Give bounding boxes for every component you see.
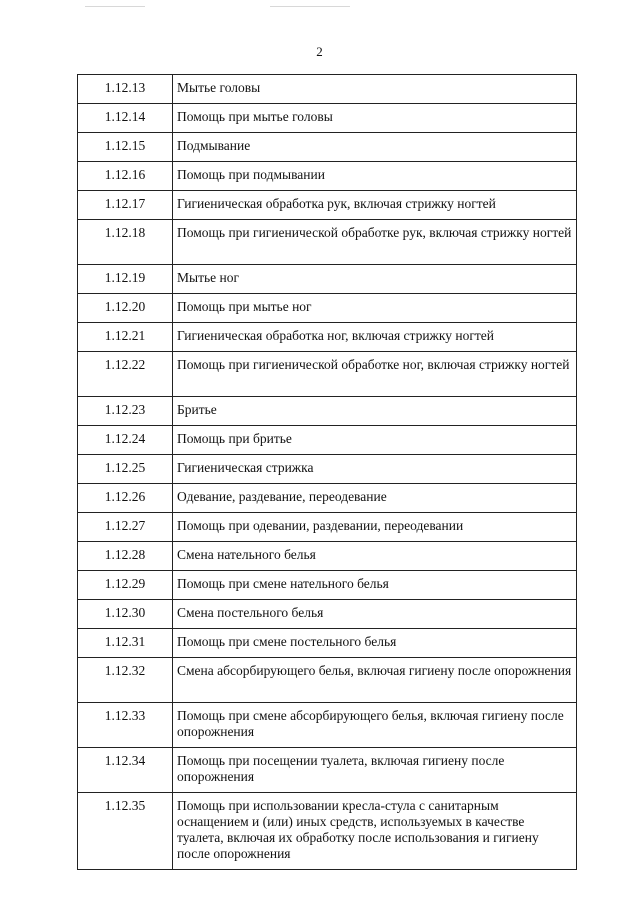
row-text: Помощь при гигиенической обработке рук, включая стрижку ногтей — [173, 220, 577, 265]
row-number: 1.12.21 — [78, 323, 173, 352]
row-text: Бритье — [173, 397, 577, 426]
row-text: Смена абсорбирующего белья, включая гигиену после опорожнения — [173, 658, 577, 703]
row-text: Помощь при подмывании — [173, 162, 577, 191]
row-number: 1.12.32 — [78, 658, 173, 703]
table-row — [78, 104, 577, 133]
row-number: 1.12.16 — [78, 162, 173, 191]
table-row — [78, 629, 577, 658]
row-number: 1.12.33 — [78, 703, 173, 748]
row-text: Помощь при смене абсорбирующего белья, включая гигиену после опорожнения — [173, 703, 577, 748]
row-number: 1.12.30 — [78, 600, 173, 629]
table-row — [78, 397, 577, 426]
row-text: Помощь при посещении туалета, включая гигиену после опорожнения — [173, 748, 577, 793]
table-row — [78, 75, 577, 104]
table-row — [78, 484, 577, 513]
row-text: Помощь при гигиенической обработке ног, включая стрижку ногтей — [173, 352, 577, 397]
table-row — [78, 703, 577, 748]
table-row — [78, 571, 577, 600]
row-text: Мытье головы — [173, 75, 577, 104]
table-row — [78, 191, 577, 220]
table-row — [78, 265, 577, 294]
row-text: Помощь при смене нательного белья — [173, 571, 577, 600]
row-number: 1.12.17 — [78, 191, 173, 220]
row-number: 1.12.23 — [78, 397, 173, 426]
row-text: Помощь при использовании кресла-стула с санитарным оснащением и (или) иных средств, используемых в качестве туалета, включая их обработку после использования и гигиену после опорожнения — [173, 793, 577, 870]
row-text: Помощь при одевании, раздевании, переодевании — [173, 513, 577, 542]
row-number: 1.12.34 — [78, 748, 173, 793]
table-row — [78, 294, 577, 323]
row-text: Помощь при мытье головы — [173, 104, 577, 133]
table-row — [78, 793, 577, 870]
row-number: 1.12.25 — [78, 455, 173, 484]
row-number: 1.12.19 — [78, 265, 173, 294]
scan-artifact-right — [270, 6, 350, 7]
row-number: 1.12.24 — [78, 426, 173, 455]
row-number: 1.12.15 — [78, 133, 173, 162]
row-text: Гигиеническая обработка рук, включая стрижку ногтей — [173, 191, 577, 220]
table-row — [78, 513, 577, 542]
row-number: 1.12.31 — [78, 629, 173, 658]
row-number: 1.12.27 — [78, 513, 173, 542]
services-table-container — [77, 74, 577, 870]
table-row — [78, 133, 577, 162]
row-number: 1.12.26 — [78, 484, 173, 513]
table-row — [78, 323, 577, 352]
page-number: 2 — [316, 44, 323, 59]
row-text: Помощь при смене постельного белья — [173, 629, 577, 658]
row-number: 1.12.35 — [78, 793, 173, 870]
row-text: Помощь при бритье — [173, 426, 577, 455]
services-table — [77, 74, 577, 870]
row-number: 1.12.22 — [78, 352, 173, 397]
row-text: Гигиеническая стрижка — [173, 455, 577, 484]
table-row — [78, 162, 577, 191]
table-row — [78, 542, 577, 571]
table-row — [78, 658, 577, 703]
table-row — [78, 220, 577, 265]
row-number: 1.12.18 — [78, 220, 173, 265]
table-row — [78, 600, 577, 629]
row-number: 1.12.14 — [78, 104, 173, 133]
row-number: 1.12.13 — [78, 75, 173, 104]
table-row — [78, 352, 577, 397]
row-text: Гигиеническая обработка ног, включая стрижку ногтей — [173, 323, 577, 352]
row-text: Мытье ног — [173, 265, 577, 294]
row-number: 1.12.20 — [78, 294, 173, 323]
table-row — [78, 748, 577, 793]
table-row — [78, 426, 577, 455]
row-text: Одевание, раздевание, переодевание — [173, 484, 577, 513]
row-number: 1.12.29 — [78, 571, 173, 600]
row-text: Смена нательного белья — [173, 542, 577, 571]
row-text: Смена постельного белья — [173, 600, 577, 629]
table-row — [78, 455, 577, 484]
scan-artifact-left — [85, 6, 145, 7]
row-number: 1.12.28 — [78, 542, 173, 571]
row-text: Помощь при мытье ног — [173, 294, 577, 323]
row-text: Подмывание — [173, 133, 577, 162]
